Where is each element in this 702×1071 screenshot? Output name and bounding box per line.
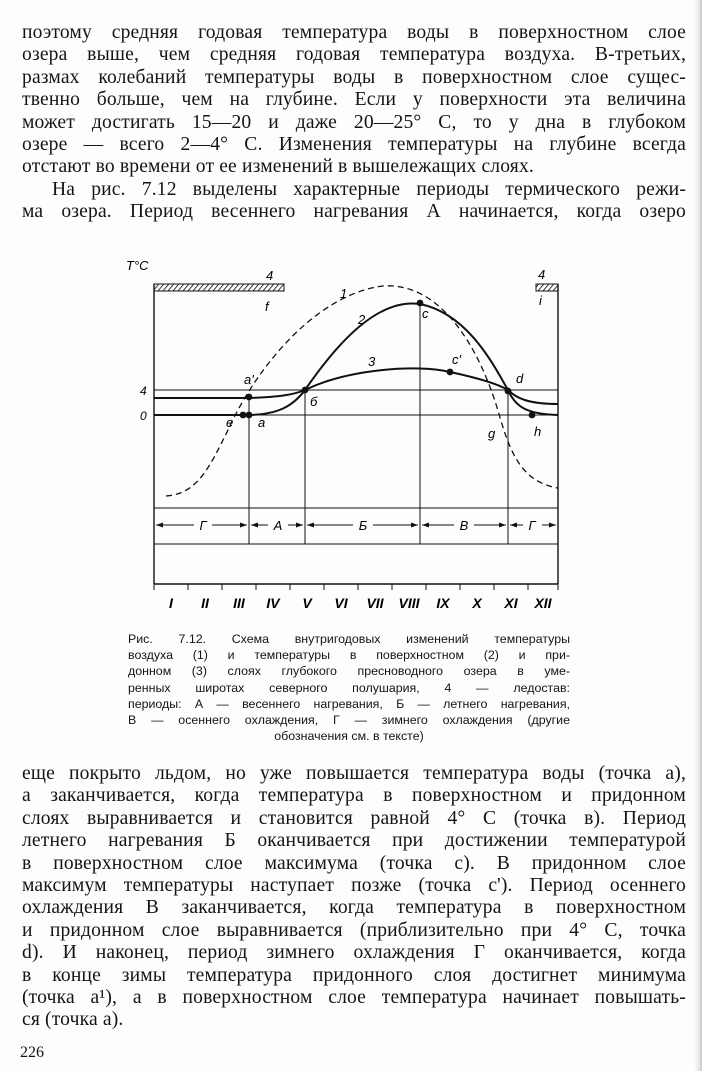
text-line: поэтому средняя годовая температура воды в поверхностном слое — [22, 22, 686, 43]
point-label-f: f — [265, 299, 269, 314]
month-label: VI — [334, 595, 348, 611]
text-line: а заканчивается, когда температура в поверхностном и придонном — [22, 785, 686, 807]
month-label: X — [472, 595, 482, 611]
point-label-e: e — [226, 415, 234, 430]
month-label: I — [169, 595, 173, 611]
text-line: в поверхностном слое максимума (точка с). В придонном слое — [22, 852, 686, 874]
text-line: охлаждения В заканчивается, когда температура в поверхностном — [22, 897, 686, 919]
period-label-autumn: В — [459, 518, 469, 533]
caption-line: донном (3) слоях глубокого пресноводного озера в уме- — [128, 664, 570, 679]
caption-line: Рис. 7.12. Схема внутригодовых изменений температуры — [128, 632, 570, 646]
month-label: III — [233, 595, 245, 611]
y-tick-label: 4 — [140, 384, 147, 398]
period-label-spring: А — [273, 518, 283, 533]
text-line: и придонном слое выравнивается (приблизительно при 4° С, точка — [22, 919, 686, 941]
ice-cover-bar-left — [154, 284, 284, 291]
text-line: d). И наконец, период зимнего охлаждения Г оканчивается, когда — [22, 942, 686, 964]
figure-caption — [128, 631, 570, 744]
point-label-c-prime: c' — [452, 352, 461, 367]
text-line: еще покрыто льдом, но уже повышается температура воды (точка а), — [22, 763, 686, 784]
page-binding-shadow — [694, 0, 702, 1071]
text-line: ся (точка а). — [22, 1009, 124, 1031]
point-d-marker — [505, 388, 512, 395]
point-label-c: c — [422, 306, 429, 321]
page-number: 226 — [20, 1044, 44, 1061]
month-label: XI — [504, 595, 518, 611]
y-tick-label: 0 — [140, 409, 147, 423]
period-label-summer: Б — [358, 518, 368, 533]
period-label-winter-end: Г — [528, 518, 536, 533]
text-line-indented — [22, 179, 686, 201]
point-label-h: h — [534, 424, 542, 439]
ice-label-right: 4 — [538, 267, 546, 282]
caption-line: воздуха (1) и температуры в поверхностном (2) и при- — [128, 648, 570, 663]
text-line: твенно больше, чем на глубине. Если у поверхности эта величина — [22, 89, 686, 111]
month-label: VII — [366, 595, 384, 611]
month-label: VIII — [398, 595, 420, 611]
point-c-prime-marker — [447, 369, 454, 376]
text-line: размах колебаний температуры воды в поверхностном слое сущес- — [22, 66, 686, 88]
curve-label-1: 1 — [340, 286, 348, 301]
point-a-marker — [246, 412, 253, 419]
month-label: V — [302, 595, 312, 611]
period-label-winter-start: Г — [199, 518, 207, 533]
text-line: максимум температуры наступает позже (точка с'). Период осеннего — [22, 875, 686, 897]
point-label-a: a — [258, 415, 266, 430]
month-label: IV — [266, 595, 280, 611]
text-line: ма озера. Период весеннего нагревания А начинается, когда озеро — [22, 201, 686, 223]
point-label-i: i — [539, 293, 542, 308]
text-line: слоях выравнивается и становится равной 4° С (точка в). Период — [22, 807, 686, 829]
text-line: может достигать 15—20 и даже 20—25° С, то у дна в глубоком — [22, 111, 686, 133]
month-label: XII — [534, 595, 552, 611]
curve-label-2: 2 — [358, 312, 366, 327]
point-h-marker — [529, 412, 536, 419]
caption-line: периоды: А — весеннего нагревания, Б — летнего нагревания, — [128, 696, 570, 711]
point-label-g: g — [488, 426, 496, 441]
body-paragraph-bottom — [22, 763, 686, 1032]
text-line: летнего нагревания Б оканчивается при достижении температурой — [22, 830, 686, 852]
text-line: озере — всего 2—4° С. Изменения температуры на глубине всегда — [22, 134, 686, 156]
text-line: озера выше, чем средняя годовая температура воздуха. В-третьих, — [22, 44, 686, 66]
point-label-a-prime: a' — [244, 372, 254, 387]
thermal-regime-diagram — [118, 254, 580, 620]
caption-line: ренных широтах северного полушария, 4 — ледостав: — [128, 680, 570, 695]
caption-line: обозначения см. в тексте) — [274, 729, 424, 744]
point-b-marker — [302, 387, 309, 394]
month-label: IX — [436, 595, 450, 611]
surface-layer-curve — [154, 303, 558, 415]
curve-label-3: 3 — [368, 354, 376, 369]
caption-line: В — осеннего охлаждения, Г — зимнего охлаждения (другие — [128, 713, 570, 728]
point-e-marker — [240, 412, 247, 419]
month-label: II — [201, 595, 209, 611]
text-line-content: На рис. 7.12 выделены характерные периоды термического режи- — [52, 178, 686, 200]
text-line: (точка а¹), а в поверхностном слое температура начинает повышать- — [22, 987, 686, 1009]
point-label-d: d — [516, 371, 524, 386]
y-axis-label: T°C — [126, 258, 149, 273]
ice-cover-bar-right — [536, 284, 558, 291]
ice-label-left: 4 — [266, 268, 274, 283]
text-line: в конце зимы температура придонного слоя достигнет минимума — [22, 964, 686, 986]
text-line: отстают во времени от ее изменений в вышележащих слоях. — [22, 156, 534, 178]
point-a-prime-marker — [246, 394, 253, 401]
body-paragraph-top — [22, 22, 686, 224]
point-label-b: б — [310, 394, 318, 409]
